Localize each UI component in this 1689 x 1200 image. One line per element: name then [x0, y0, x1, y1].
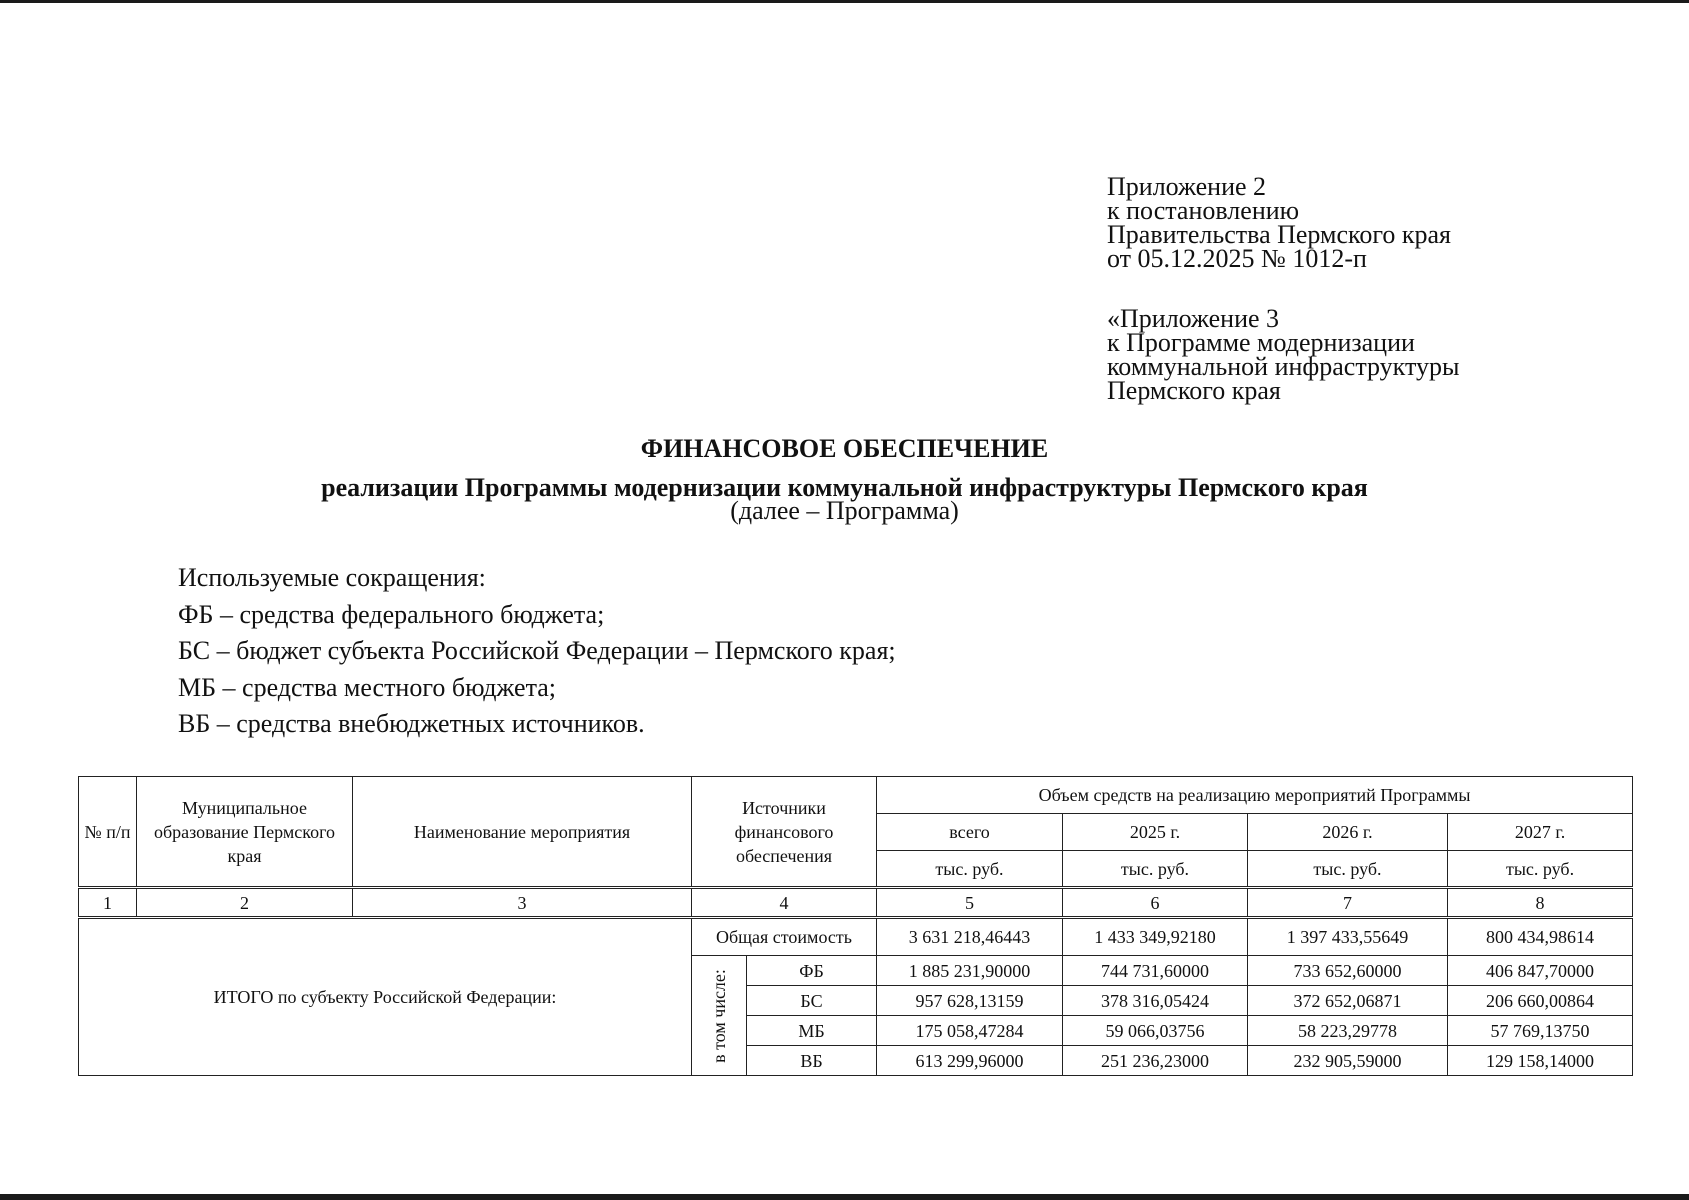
table-cell: 1 397 433,55649 [1248, 918, 1448, 956]
table-cell: 57 769,13750 [1448, 1016, 1633, 1046]
financing-table [78, 776, 1633, 1076]
table-cell: 1 885 231,90000 [877, 956, 1063, 986]
table-cell: 129 158,14000 [1448, 1046, 1633, 1076]
table-cell: 59 066,03756 [1063, 1016, 1248, 1046]
source-label: БС [747, 986, 877, 1016]
header-unit: тыс. руб. [1063, 851, 1248, 888]
appendix-header-program [1107, 304, 1460, 405]
table-cell: 406 847,70000 [1448, 956, 1633, 986]
abbreviation-item: МБ – средства местного бюджета; [178, 673, 557, 702]
appendix-line: Пермского края [1107, 376, 1281, 405]
source-label: ВБ [747, 1046, 877, 1076]
table-cell: 3 631 218,46443 [877, 918, 1063, 956]
header-volume: Объем средств на реализацию мероприятий Программы [877, 777, 1633, 814]
table-cell: 1 433 349,92180 [1063, 918, 1248, 956]
table-cell: 232 905,59000 [1248, 1046, 1448, 1076]
table-cell: 957 628,13159 [877, 986, 1063, 1016]
column-number: 4 [692, 888, 877, 918]
document-subtitle: реализации Программы модернизации коммунальной инфраструктуры Пермского края [321, 473, 1368, 502]
column-number-row [79, 888, 1633, 918]
table-cell: 58 223,29778 [1248, 1016, 1448, 1046]
table-cell: 733 652,60000 [1248, 956, 1448, 986]
appendix-line: «Приложение 3 [1107, 304, 1280, 333]
source-label: МБ [747, 1016, 877, 1046]
header-num: № п/п [79, 777, 137, 888]
table-cell: 372 652,06871 [1248, 986, 1448, 1016]
column-number: 8 [1448, 888, 1633, 918]
total-cost-label: Общая стоимость [692, 918, 877, 956]
appendix-line: к Программе модернизации [1107, 328, 1415, 357]
including-label-cell [692, 956, 747, 1076]
scan-top-edge [0, 0, 1689, 3]
table-cell: 251 236,23000 [1063, 1046, 1248, 1076]
abbreviation-item: ВБ – средства внебюджетных источников. [178, 709, 645, 738]
table-cell: 800 434,98614 [1448, 918, 1633, 956]
table-cell: 378 316,05424 [1063, 986, 1248, 1016]
header-municipality: Муниципальное образование Пермского края [137, 777, 353, 888]
table-cell: 175 058,47284 [877, 1016, 1063, 1046]
document-title: ФИНАНСОВОЕ ОБЕСПЕЧЕНИЕ [640, 434, 1049, 463]
table-header-row [79, 777, 1633, 814]
table-cell: 206 660,00864 [1448, 986, 1633, 1016]
table-row [79, 918, 1633, 956]
table-cell: 613 299,96000 [877, 1046, 1063, 1076]
column-number: 6 [1063, 888, 1248, 918]
abbreviations-heading: Используемые сокращения: [178, 563, 486, 592]
header-activity: Наименование мероприятия [353, 777, 692, 888]
appendix-header-decree [1107, 172, 1451, 273]
header-unit: тыс. руб. [877, 851, 1063, 888]
appendix-line: к постановлению [1107, 196, 1300, 225]
document-title-note: (далее – Программа) [730, 496, 959, 525]
header-year-2027: 2027 г. [1448, 814, 1633, 851]
appendix-line: коммунальной инфраструктуры [1107, 352, 1460, 381]
header-unit: тыс. руб. [1448, 851, 1633, 888]
header-total: всего [877, 814, 1063, 851]
table-cell: 744 731,60000 [1063, 956, 1248, 986]
column-number: 7 [1248, 888, 1448, 918]
appendix-line: Приложение 2 [1107, 172, 1267, 201]
appendix-line: Правительства Пермского края [1107, 220, 1451, 249]
column-number: 1 [79, 888, 137, 918]
header-sources: Источники финансового обеспечения [692, 777, 877, 888]
total-label: ИТОГО по субъекту Российской Федерации: [79, 918, 692, 1076]
including-label: в том числе: [709, 968, 729, 1063]
column-number: 2 [137, 888, 353, 918]
column-number: 3 [353, 888, 692, 918]
column-number: 5 [877, 888, 1063, 918]
source-label: ФБ [747, 956, 877, 986]
header-unit: тыс. руб. [1248, 851, 1448, 888]
header-year-2025: 2025 г. [1063, 814, 1248, 851]
abbreviation-item: БС – бюджет субъекта Российской Федерации – Пермского края; [178, 636, 896, 665]
scan-bottom-edge [0, 1194, 1689, 1200]
header-year-2026: 2026 г. [1248, 814, 1448, 851]
appendix-line: от 05.12.2025 № 1012-п [1107, 244, 1367, 273]
abbreviation-item: ФБ – средства федерального бюджета; [178, 600, 605, 629]
